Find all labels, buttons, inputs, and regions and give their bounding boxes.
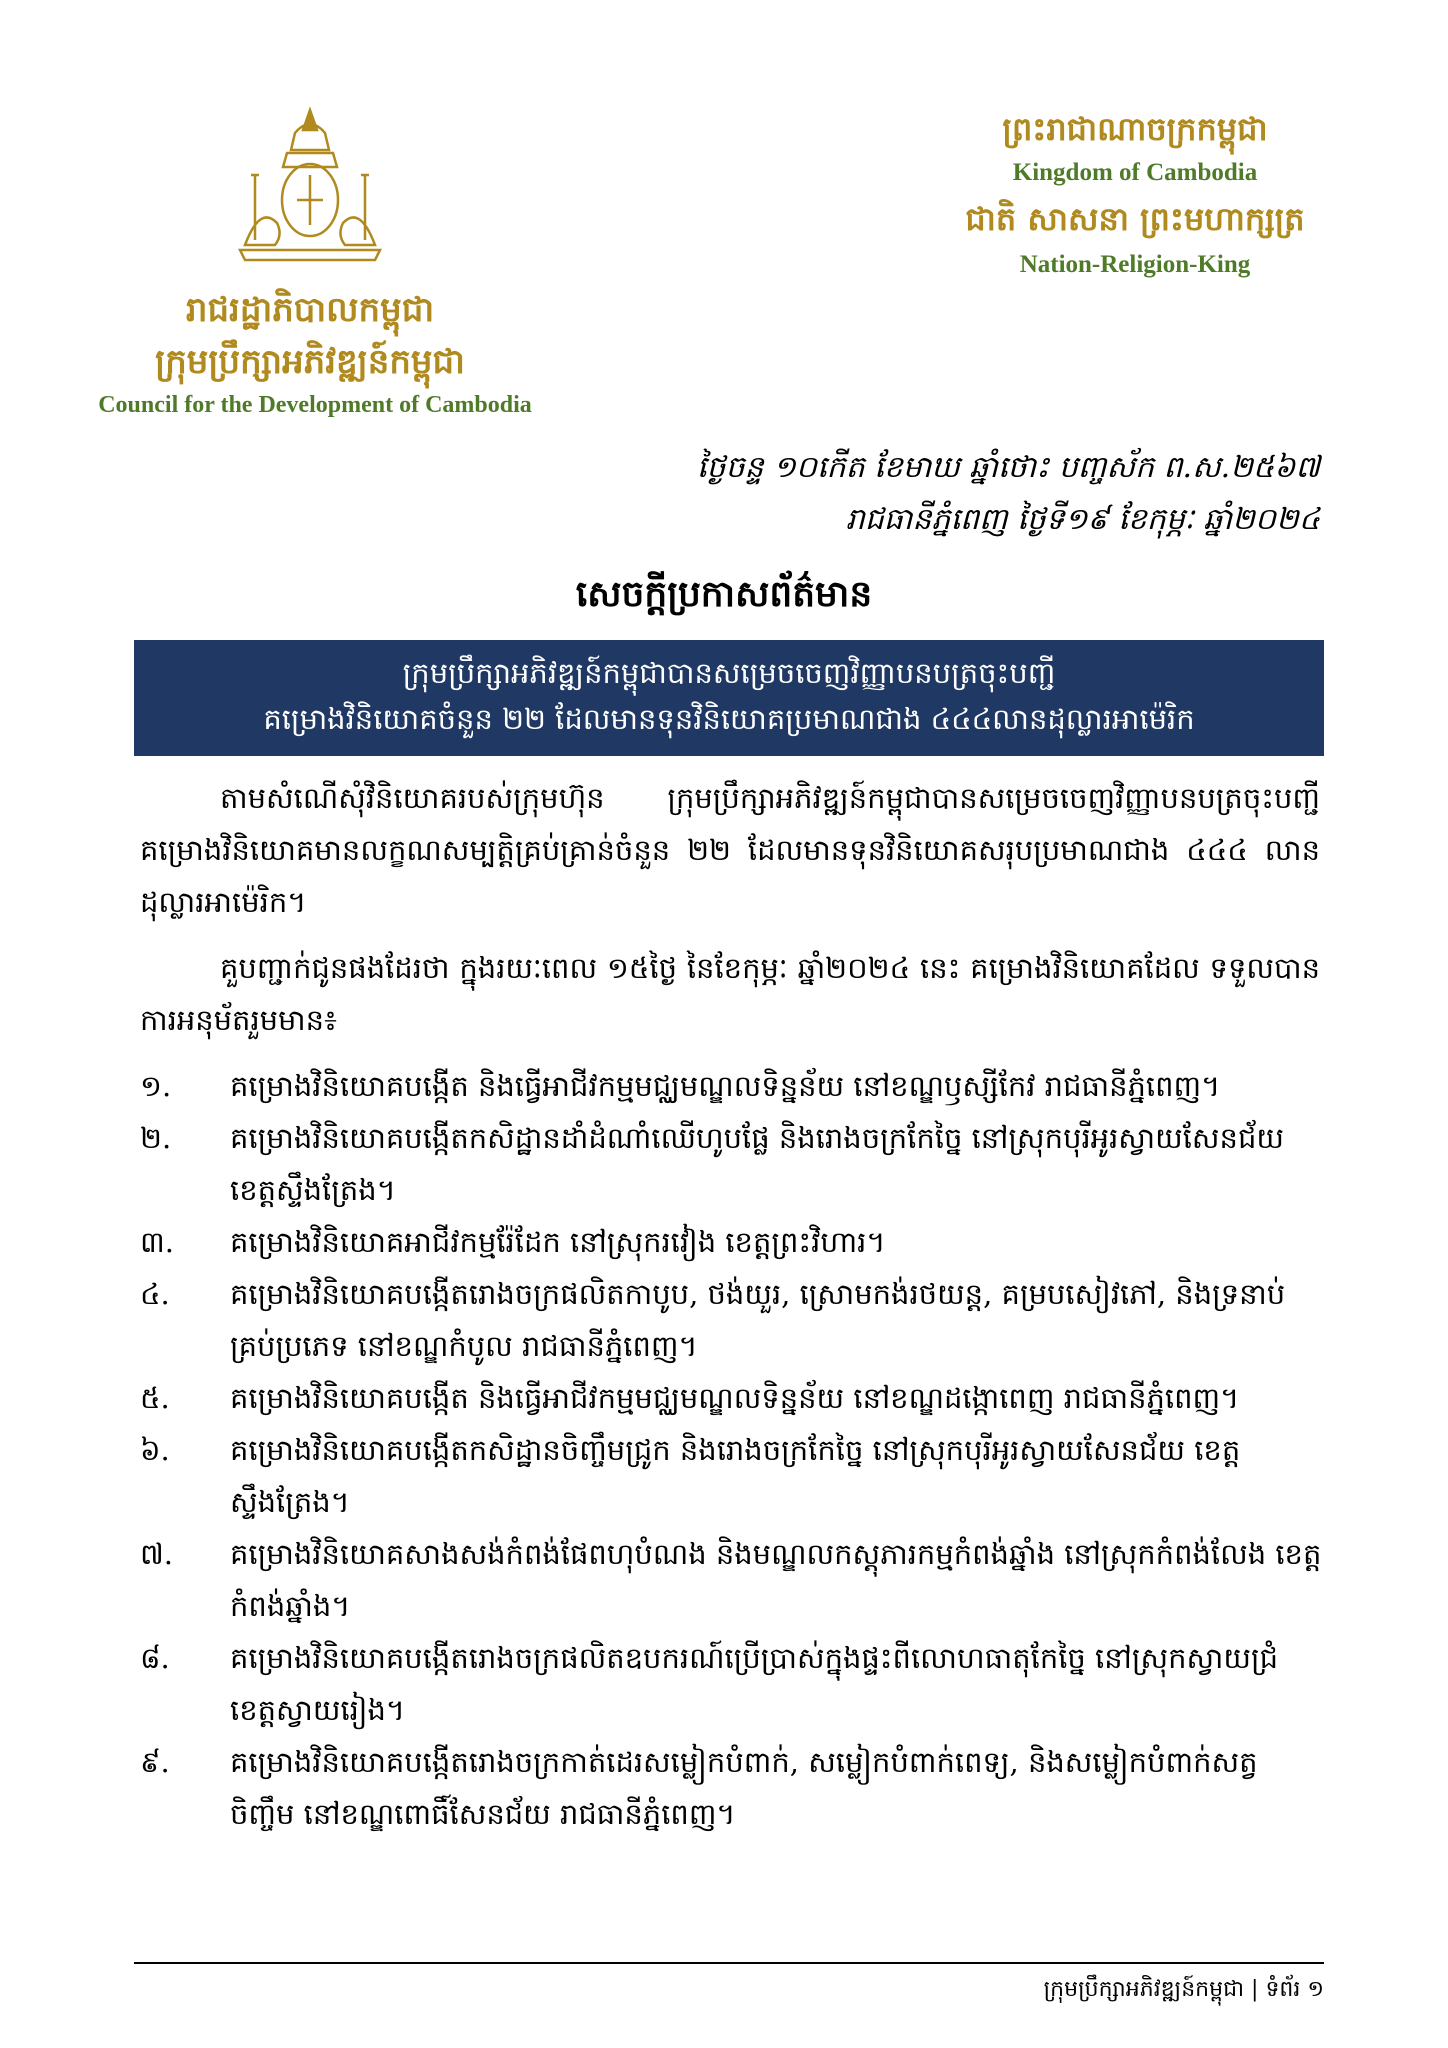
council-name-en: Council for the Development of Cambodia [98,392,532,418]
kingdom-name-en: Kingdom of Cambodia [1012,159,1258,186]
list-number: ៤. [140,1277,170,1311]
headline-banner [134,640,1324,756]
list-text: គម្រោងវិនិយោគអាជីវកម្មរ៉ែដែក នៅស្រុករវៀង ខេត្តព្រះវិហារ។ [230,1225,886,1259]
project-list [140,1060,1325,1840]
footer-divider [134,1962,1324,1964]
list-number: ៩. [140,1745,170,1779]
list-text: គម្រោងវិនិយោគបង្កើតរោងចក្រផលិតកាបូប, ថង់យួរ, ស្រោមកង់រថយន្ត, គម្របសៀវភៅ, និងទ្រនាប់ គ្រប់ប្រភេទ នៅខណ្ឌកំបូល រាជធានីភ្នំពេញ។ [230,1277,1286,1363]
list-item [140,1112,1325,1216]
list-text: គម្រោងវិនិយោគសាងសង់កំពង់ផែពហុបំណង និងមណ្ឌលកស្តុភារកម្មកំពង់ឆ្នាំង នៅស្រុកកំពង់លែង ខេត្តកំពង់ឆ្នាំង។ [230,1537,1322,1623]
approval-paragraph: គួបញ្ជាក់ជូនផងដែរថា ក្នុងរយៈពេល ១៥ថ្ងៃ នៃខែកុម្ភៈ ឆ្នាំ២០២៤ នេះ គម្រោងវិនិយោគដែល ទទួលបានការអនុម័តរួមមាន៖ [140,951,1320,1037]
kingdom-name-kh: ព្រះរាជាណាចក្រកម្ពុជា [1002,110,1268,148]
lunar-date: ថ្ងៃចន្ទ ១០កើត ខែមាឃ ឆ្នាំថោះ បញ្ចស័ក ព.ស.២៥៦៧ [696,450,1320,485]
list-item [140,1060,1325,1112]
document-title: សេចក្តីប្រកាសព័ត៌មាន [575,573,873,615]
headline-line-1: ក្រុមប្រឹក្សាអភិវឌ្ឍន៍កម្ពុជាបានសម្រេចចេញវិញ្ញាបនបត្រចុះបញ្ជី [402,656,1056,690]
list-item [140,1528,1325,1632]
council-name-kh: ក្រុមប្រឹក្សាអភិវឌ្ឍន៍កម្ពុជា [155,342,465,382]
list-text: គម្រោងវិនិយោគបង្កើតកសិដ្ឋានចិញ្ចឹមជ្រូក និងរោងចក្រកែច្នៃ នៅស្រុកបុរីអូរស្វាយសែនជ័យ ខេត្ត ស្ទឹងត្រែង។ [230,1433,1241,1519]
list-text: គម្រោងវិនិយោគបង្កើតរោងចក្រកាត់ដេរសម្លៀកបំពាក់, សម្លៀកបំពាក់ពេទ្យ, និងសម្លៀកបំពាក់សត្វ ចិញ្ចឹម នៅខណ្ឌពោធិ៍សែនជ័យ រាជធានីភ្នំពេញ។ [230,1745,1258,1831]
list-text: គម្រោងវិនិយោគបង្កើត និងធ្វើអាជីវកម្មមជ្ឈមណ្ឌលទិន្នន័យ នៅខណ្ឌដង្កោពេញ រាជធានីភ្នំពេញ។ [230,1381,1240,1415]
list-number: ១. [140,1069,172,1103]
headline-line-2: គម្រោងវិនិយោគចំនួន ២២ ដែលមានទុនវិនិយោគប្រមាណជាង ៤៤៤លានដុល្លារអាម៉េរិក [263,702,1195,736]
list-number: ៧. [140,1537,174,1571]
list-number: ៥. [140,1381,170,1415]
list-item [140,1268,1325,1372]
list-number: ៣. [140,1225,174,1259]
footer-page-label: ក្រុមប្រឹក្សាអភិវឌ្ឍន៍កម្ពុជា | ទំព័រ ១ [1043,1977,1324,2002]
intro-paragraph: តាមសំណើសុំវិនិយោគរបស់ក្រុមហ៊ុន ក្រុមប្រឹក្សាអភិវឌ្ឍន៍កម្ពុជាបានសម្រេចចេញវិញ្ញាបនបត្រចុះបញ្ជី គម្រោងវិនិយោគមានលក្ខណសម្បត្តិគ្រប់គ្រាន់ចំនួន ២២ ដែលមានទុនវិនិយោគសរុបប្រមាណជាង ៤៤៤ លានដុល្លារអាម៉េរិក។ [140,781,1320,919]
list-number: ៦. [140,1433,170,1467]
list-item [140,1216,1325,1268]
national-motto-en: Nation-Religion-King [1019,251,1251,278]
list-item [140,1736,1325,1840]
list-number: ៨. [140,1641,170,1675]
list-text: គម្រោងវិនិយោគបង្កើតរោងចក្រផលិតឧបករណ៍ប្រើប្រាស់ក្នុងផ្ទះពីលោហធាតុកែច្នៃ នៅស្រុកស្វាយជ្រំ ខេត្តស្វាយរៀង។ [230,1641,1279,1727]
list-item [140,1632,1325,1736]
list-number: ២. [140,1121,172,1155]
national-motto-kh: ជាតិ សាសនា ព្រះមហាក្សត្រ [965,200,1305,238]
list-text: គម្រោងវិនិយោគបង្កើត និងធ្វើអាជីវកម្មមជ្ឈមណ្ឌលទិន្នន័យ នៅខណ្ឌឫស្សីកែវ រាជធានីភ្នំពេញ។ [230,1069,1221,1103]
royal-emblem-icon [225,105,395,265]
list-text: គម្រោងវិនិយោគបង្កើតកសិដ្ឋានដាំដំណាំឈើហូបផ្លែ និងរោងចក្រកែច្នៃ នៅស្រុកបុរីអូរស្វាយសែនជ័យ ខេត្តស្ទឹងត្រែង។ [230,1121,1284,1207]
solar-date: រាជធានីភ្នំពេញ ថ្ងៃទី១៩ ខែកុម្ភៈ ឆ្នាំ២០២៤ [845,502,1320,537]
list-item [140,1372,1325,1424]
government-name-kh: រាជរដ្ឋាភិបាលកម្ពុជា [185,290,435,330]
list-item [140,1424,1325,1528]
